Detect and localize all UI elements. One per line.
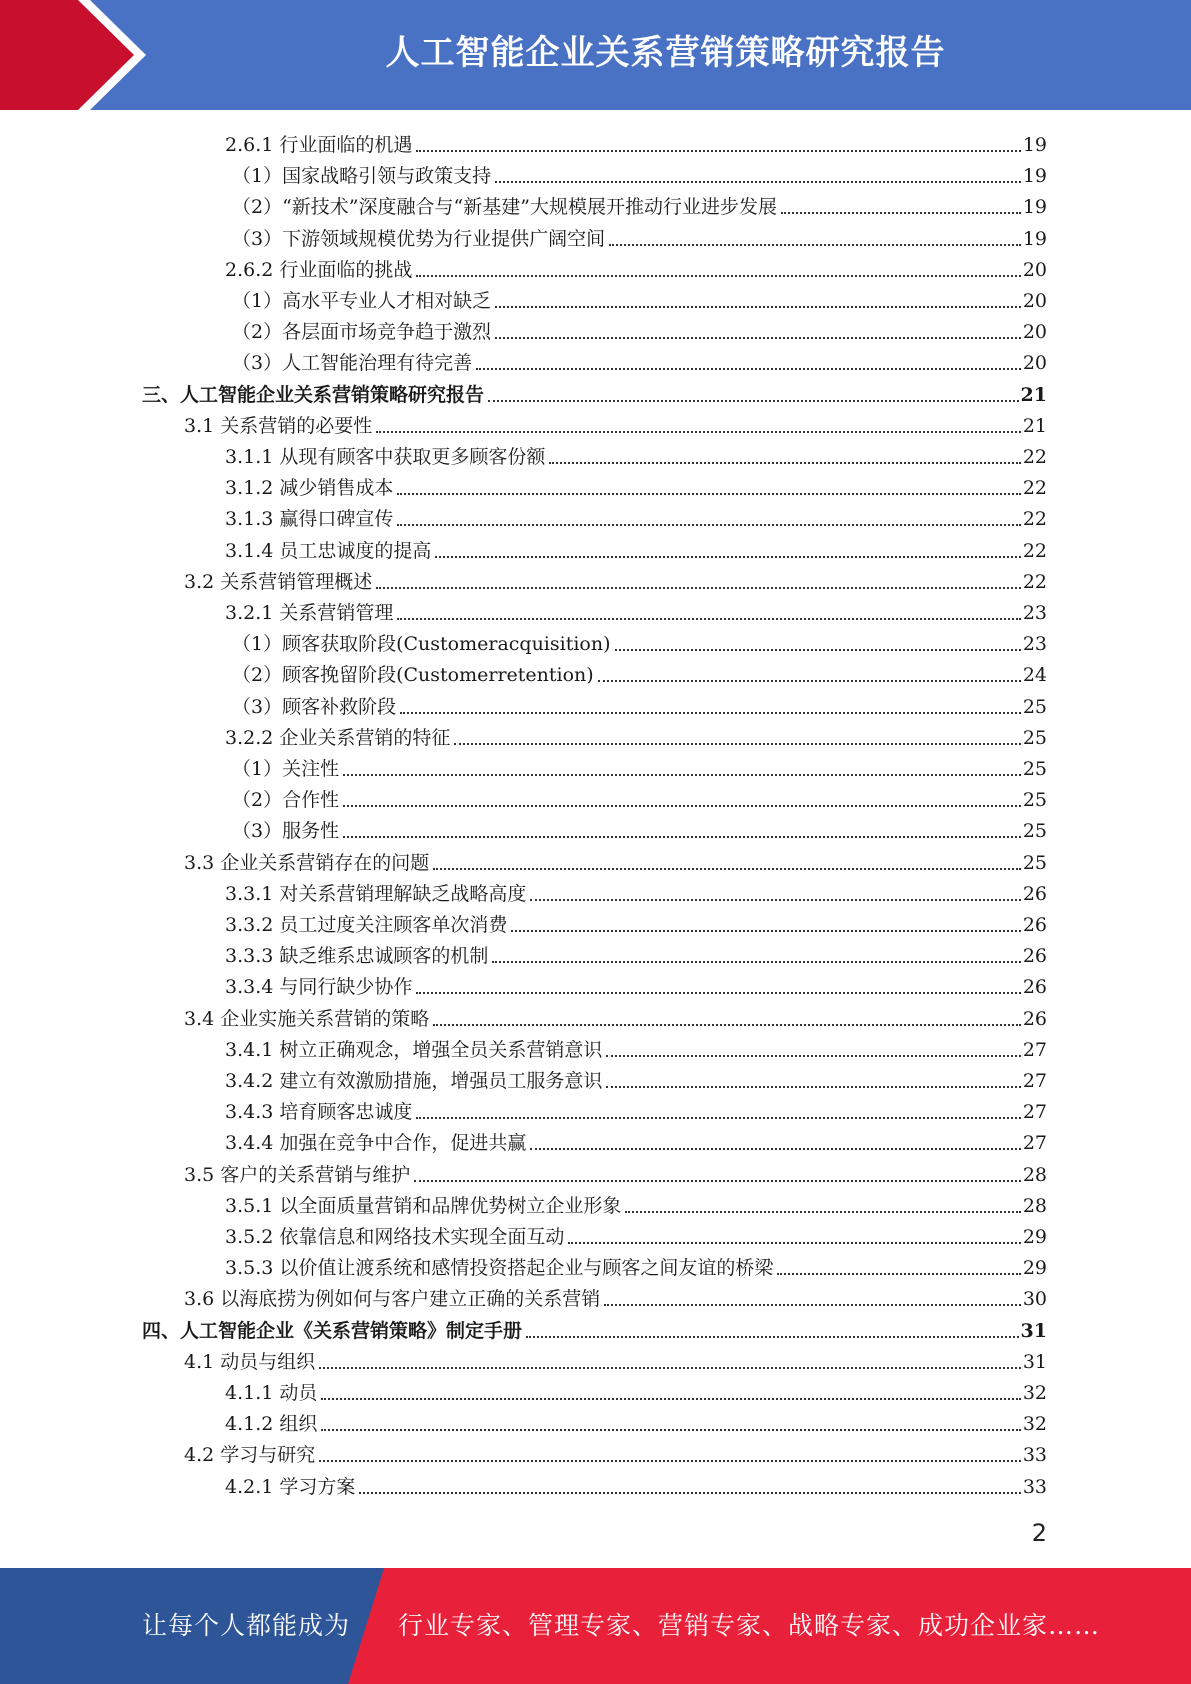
footer-slogan-right: 行业专家、管理专家、营销专家、战略专家、成功企业家…… [398,1611,1101,1640]
toc-entry-page: 23 [1022,633,1047,656]
toc-entry-page: 19 [1022,227,1047,250]
toc-entry-page: 26 [1022,1007,1047,1030]
toc-entry-label: 3.4.3 培育顾客忠诚度 [225,1101,413,1124]
toc-entry[interactable] [184,563,1047,594]
toc-entry-label: （2）顾客挽留阶段(Customerretention) [232,664,594,687]
toc-entry-page: 20 [1022,258,1047,281]
toc-entry-label: 3.5.1 以全面质量营销和品牌优势树立企业形象 [225,1194,622,1217]
toc-dot-leader [343,836,1021,838]
toc-entry-page: 31 [1020,1319,1047,1342]
toc-entry-page: 21 [1022,414,1047,437]
toc-entry[interactable] [184,1436,1047,1467]
toc-entry-label: 2.6.2 行业面临的挑战 [225,258,413,281]
toc-entry[interactable] [225,875,1047,906]
toc-dot-leader [397,524,1020,526]
toc-entry-label: 3.6 以海底捞为例如何与客户建立正确的关系营销 [184,1288,601,1311]
toc-entry[interactable] [232,750,1047,781]
toc-entry[interactable] [232,282,1047,313]
toc-entry-page: 22 [1022,539,1047,562]
toc-entry-page: 28 [1022,1194,1047,1217]
toc-dot-leader [606,1086,1020,1088]
toc-dot-leader [609,244,1021,246]
toc-entry-label: 3.2 关系营销管理概述 [184,570,373,593]
toc-entry-page: 33 [1022,1475,1047,1498]
toc-entry-label: 4.1.2 组织 [225,1413,318,1436]
toc-entry[interactable] [184,1000,1047,1031]
toc-entry-page: 25 [1022,695,1047,718]
toc-entry-label: 2.6.1 行业面临的机遇 [225,134,413,156]
toc-entry[interactable] [225,1187,1047,1218]
toc-entry-page: 20 [1022,290,1047,312]
toc-entry-label: 3.3.2 员工过度关注顾客单次消费 [225,914,508,936]
toc-entry-label: （3）下游领域规模优势为行业提供广阔空间 [232,227,606,250]
toc-entry[interactable] [232,656,1047,687]
toc-entry-page: 31 [1022,1350,1047,1373]
toc-entry-page: 21 [1020,383,1047,406]
toc-entry-label: 3.1.3 赢得口碑宣传 [225,508,394,531]
toc-entry-page: 27 [1022,1038,1047,1061]
toc-dot-leader [606,1055,1020,1057]
toc-dot-leader [359,1492,1020,1494]
toc-entry-label: 3.3.4 与同行缺少协作 [225,976,413,999]
toc-entry-label: 3.3.1 对关系营销理解缺乏战略高度 [225,882,527,905]
header-red-arrow [0,0,150,110]
toc-entry-page: 26 [1022,945,1047,968]
toc-entry[interactable] [232,812,1047,843]
toc-entry[interactable] [225,500,1047,531]
toc-entry[interactable] [225,1374,1047,1405]
toc-dot-leader [598,680,1021,682]
toc-entry[interactable] [225,1249,1047,1280]
toc-entry-label: 3.5.3 以价值让渡系统和感情投资搭起企业与顾客之间友谊的桥梁 [225,1257,774,1280]
toc-entry[interactable] [225,594,1047,625]
toc-entry-label: 4.2.1 学习方案 [225,1475,356,1498]
toc-entry-label: 3.2.2 企业关系营销的特征 [225,726,451,749]
page-number: 2 [1031,1519,1047,1547]
toc-dot-leader [604,1304,1021,1306]
toc-entry[interactable] [184,407,1047,438]
toc-dot-leader [615,649,1021,651]
toc-entry-page: 27 [1022,1132,1047,1155]
toc-dot-leader [511,930,1020,932]
toc-dot-leader [414,1180,1021,1182]
toc-dot-leader [416,1117,1020,1119]
toc-entry[interactable] [232,625,1047,656]
toc-entry-page: 22 [1022,477,1047,500]
toc-dot-leader [530,1148,1020,1150]
toc-entry-page: 32 [1022,1382,1047,1404]
toc-entry-label: （1）关注性 [232,758,340,780]
toc-entry[interactable] [225,1031,1047,1062]
toc-entry-label: （1）顾客获取阶段(Customeracquisition) [232,633,611,656]
toc-entry-page: 29 [1022,1257,1047,1280]
toc-entry-label: （3）服务性 [232,820,340,843]
toc-entry-page: 26 [1022,976,1047,999]
toc-entry-page: 22 [1022,446,1047,468]
toc-entry-label: 3.3.3 缺乏维系忠诚顾客的机制 [225,945,489,968]
toc-dot-leader [416,150,1020,152]
toc-entry[interactable] [225,906,1047,937]
toc-entry-label: 4.1.1 动员 [225,1382,318,1404]
toc-entry[interactable] [184,1156,1047,1187]
toc-dot-leader [343,774,1021,776]
toc-entry-label: 3.1 关系营销的必要性 [184,414,373,437]
toc-dot-leader [781,212,1021,214]
toc-entry-page: 27 [1022,1101,1047,1124]
toc-entry-label: 3.3 企业关系营销存在的问题 [184,851,430,874]
toc-entry-page: 24 [1022,664,1047,687]
toc-entry-label: 3.4.2 建立有效激励措施，增强员工服务意识 [225,1070,603,1092]
toc-entry[interactable] [232,220,1047,251]
toc-dot-leader [454,743,1020,745]
toc-entry-label: 3.5 客户的关系营销与维护 [184,1163,411,1186]
toc-entry-label: 3.1.4 员工忠诚度的提高 [225,539,432,562]
toc-dot-leader [397,618,1020,620]
toc-entry-page: 27 [1022,1070,1047,1092]
toc-entry-label: （1）国家战略引领与政策支持 [232,165,492,188]
toc-entry-page: 30 [1022,1288,1047,1311]
toc-entry[interactable] [142,376,1047,407]
toc-entry[interactable] [184,1280,1047,1311]
toc-dot-leader [495,337,1021,339]
toc-dot-leader [433,868,1021,870]
page-header [0,0,1191,110]
toc-dot-leader [549,462,1020,464]
toc-dot-leader [526,1336,1019,1338]
toc-dot-leader [376,431,1021,433]
toc-dot-leader [488,400,1019,402]
toc-entry[interactable] [232,781,1047,812]
toc-entry-label: （2）各层面市场竞争趋于激烈 [232,321,492,344]
toc-entry-page: 25 [1022,789,1047,812]
toc-entry-page: 25 [1022,758,1047,780]
toc-dot-leader [416,275,1020,277]
toc-entry-label: （1）高水平专业人才相对缺乏 [232,290,492,312]
toc-entry[interactable] [225,719,1047,750]
toc-entry-page: 25 [1022,726,1047,749]
toc-dot-leader [495,306,1021,308]
toc-entry[interactable] [232,188,1047,219]
toc-entry[interactable] [184,1343,1047,1374]
header-title: 人工智能企业关系营销策略研究报告 [385,33,946,73]
toc-dot-leader [435,556,1020,558]
toc-entry[interactable] [232,157,1047,188]
toc-entry-page: 20 [1022,321,1047,344]
toc-dot-leader [319,1460,1021,1462]
toc-dot-leader [397,493,1020,495]
toc-entry[interactable] [225,1405,1047,1436]
toc-entry-label: 4.1 动员与组织 [184,1350,316,1373]
toc-entry-label: （2）合作性 [232,789,340,812]
toc-entry[interactable] [232,313,1047,344]
footer-slogan-left: 让每个人都能成为 [142,1611,351,1640]
toc-entry-page: 28 [1022,1163,1047,1186]
toc-entry-page: 25 [1022,820,1047,843]
toc-dot-leader [568,1242,1020,1244]
toc-entry-label: 4.2 学习与研究 [184,1444,316,1467]
toc-dot-leader [343,805,1021,807]
toc-entry[interactable] [225,438,1047,469]
toc-entry-page: 29 [1022,1226,1047,1248]
toc-dot-leader [476,368,1021,370]
toc-dot-leader [492,961,1020,963]
toc-dot-leader [625,1211,1020,1213]
toc-entry[interactable] [232,688,1047,719]
toc-entry[interactable] [225,251,1047,282]
toc-entry-label: 3.5.2 依靠信息和网络技术实现全面互动 [225,1226,565,1248]
toc-entry-page: 26 [1022,882,1047,905]
toc-entry[interactable] [225,1218,1047,1249]
toc-dot-leader [321,1398,1020,1400]
toc-entry-page: 19 [1022,196,1047,219]
toc-entry[interactable] [225,1124,1047,1155]
toc-entry[interactable] [142,1312,1047,1343]
toc-dot-leader [495,181,1021,183]
toc-entry[interactable] [225,469,1047,500]
toc-dot-leader [777,1273,1020,1275]
page-footer [0,1568,1191,1684]
toc-entry-label: 三、人工智能企业关系营销策略研究报告 [142,383,485,406]
toc-entry-label: 四、人工智能企业《关系营销策略》制定手册 [142,1319,523,1342]
toc-entry[interactable] [225,1062,1047,1093]
toc-entry-label: 3.4.4 加强在竞争中合作，促进共赢 [225,1132,527,1155]
toc-entry-label: 3.1.2 减少销售成本 [225,477,394,500]
toc-entry[interactable] [225,126,1047,157]
toc-dot-leader [319,1367,1021,1369]
toc-entry[interactable] [225,937,1047,968]
toc-entry[interactable] [232,344,1047,375]
toc-entry-label: （3）人工智能治理有待完善 [232,352,473,375]
toc-entry-page: 33 [1022,1444,1047,1467]
toc-entry-page: 25 [1022,851,1047,874]
toc-entry-label: （2）“新技术”深度融合与“新基建”大规模展开推动行业进步发展 [232,196,777,219]
toc-dot-leader [433,1024,1021,1026]
toc-entry-label: 3.1.1 从现有顾客中获取更多顾客份额 [225,446,546,468]
toc-dot-leader [416,992,1020,994]
toc-entry-page: 23 [1022,602,1047,624]
toc-entry-page: 22 [1022,570,1047,593]
toc-entry[interactable] [225,1468,1047,1499]
toc-dot-leader [530,899,1020,901]
toc-entry-page: 22 [1022,508,1047,531]
toc-entry-page: 32 [1022,1413,1047,1436]
toc-entry[interactable] [184,844,1047,875]
toc-dot-leader [376,587,1021,589]
toc-entry[interactable] [225,968,1047,999]
toc-entry-page: 26 [1022,914,1047,936]
toc-dot-leader [400,712,1021,714]
toc-dot-leader [321,1429,1020,1431]
toc-entry-label: 3.2.1 关系营销管理 [225,602,394,624]
toc-entry-label: 3.4 企业实施关系营销的策略 [184,1007,430,1030]
toc-entry-label: （3）顾客补救阶段 [232,695,397,718]
toc-entry[interactable] [225,1093,1047,1124]
toc-entry[interactable] [225,532,1047,563]
toc-entry-page: 19 [1022,134,1047,156]
toc-entry-label: 3.4.1 树立正确观念，增强全员关系营销意识 [225,1038,603,1061]
toc-entry-page: 20 [1022,352,1047,375]
toc-entry-page: 19 [1022,165,1047,188]
